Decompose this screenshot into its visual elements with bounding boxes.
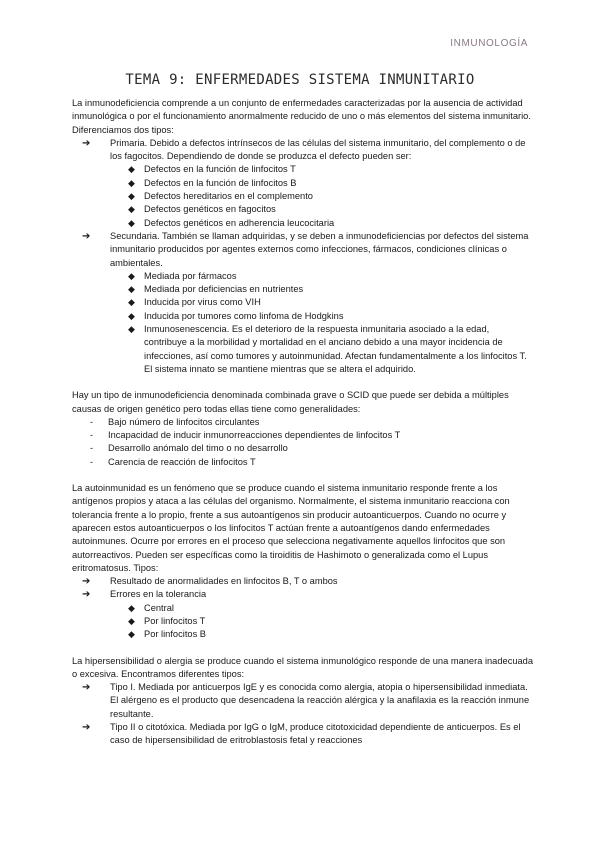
list-item	[72, 416, 534, 429]
list-item-text: Por linfocitos T	[144, 615, 206, 626]
arrow-bullet-icon: ➔	[82, 137, 91, 149]
list-item	[72, 442, 534, 455]
scid-list	[72, 416, 534, 469]
list-item	[72, 588, 534, 601]
list-item-primary	[72, 137, 534, 164]
list-item	[72, 575, 534, 588]
diamond-bullet-icon: ◆	[128, 324, 135, 335]
list-item-text: Defectos hereditarios en el complemento	[144, 191, 313, 202]
list-item-text: Inmunosenescencia. Es el deterioro de la respuesta inmunitaria asociado a la edad, contribuye a la morbilidad y mortalidad en el anciano debido a una mayor incidencia de infecciones, así como tumores y autoinmunidad. Afectan fundamentalmente a los linfocitos T. El sistema innato se mantiene mientras que se altera el adquirido.	[144, 324, 527, 374]
page-title: TEMA 9: ENFERMEDADES SISTEMA INMUNITARIO	[125, 72, 475, 88]
list-item-text: Defectos en la función de linfocitos T	[144, 164, 296, 175]
scid-paragraph: Hay un tipo de inmunodeficiencia denominada combinada grave o SCID que puede ser debida a múltiples causas de origen genético pero todas ellas tiene como generalidades:	[72, 390, 509, 414]
list-item	[72, 190, 534, 203]
list-item-text: Desarrollo anómalo del timo o no desarrollo	[108, 443, 288, 454]
list-item-text: Bajo número de linfocitos circulantes	[108, 416, 260, 427]
document-body	[72, 97, 534, 748]
list-item-text: Por linfocitos B	[144, 629, 207, 640]
list-item	[72, 177, 534, 190]
list-item	[72, 203, 534, 216]
list-item	[72, 310, 534, 323]
list-item-text: Central	[144, 602, 174, 613]
diamond-bullet-icon: ◆	[128, 204, 135, 215]
page-header-subject: INMUNOLOGÍA	[450, 38, 528, 49]
diamond-bullet-icon: ◆	[128, 629, 135, 640]
list-item	[72, 721, 534, 748]
list-item-text: Tipo II o citotóxica. Mediada por IgG o IgM, produce citotoxicidad dependiente de anticuerpos. Es el caso de hipersensibilidad de eritroblastosis fetal y reacciones	[110, 722, 521, 746]
list-item	[72, 628, 534, 641]
list-item	[72, 602, 534, 615]
list-item	[72, 429, 534, 442]
diamond-bullet-icon: ◆	[128, 284, 135, 295]
list-item	[72, 323, 534, 376]
hypersensitivity-list	[72, 681, 534, 747]
dash-bullet-icon: -	[90, 430, 94, 441]
diamond-bullet-icon: ◆	[128, 615, 135, 626]
list-item	[72, 163, 534, 176]
list-item-text: Mediada por deficiencias en nutrientes	[144, 284, 304, 295]
diamond-bullet-icon: ◆	[128, 217, 135, 228]
list-item-text: Defectos en la función de linfocitos B	[144, 177, 297, 188]
list-item	[72, 456, 534, 469]
diamond-bullet-icon: ◆	[128, 164, 135, 175]
arrow-bullet-icon: ➔	[82, 576, 91, 588]
list-item	[72, 681, 534, 721]
dash-bullet-icon: -	[90, 416, 94, 427]
primary-text: Primaria. Debido a defectos intrínsecos de las células del sistema inmunitario, del complemento o de los fagocitos. Dependiendo de donde se produzca el defecto pueden ser:	[110, 137, 526, 162]
list-item	[72, 296, 534, 309]
list-item-text: Defectos genéticos en fagocitos	[144, 204, 276, 215]
list-item-text: Errores en la tolerancia	[110, 589, 207, 600]
diamond-bullet-icon: ◆	[128, 191, 135, 202]
arrow-bullet-icon: ➔	[82, 722, 91, 734]
arrow-bullet-icon: ➔	[82, 682, 91, 694]
dash-bullet-icon: -	[90, 443, 94, 454]
list-item	[72, 283, 534, 296]
diamond-bullet-icon: ◆	[128, 297, 135, 308]
list-item	[72, 615, 534, 628]
hypersensitivity-paragraph: La hipersensibilidad o alergia se produce cuando el sistema inmunológico responde de una manera inadecuada o excesiva. Encontramos diferentes tipos:	[72, 655, 534, 679]
deficiency-types-list	[72, 137, 534, 376]
list-item-secondary	[72, 230, 534, 270]
list-item	[72, 270, 534, 283]
intro-paragraph: La inmunodeficiencia comprende a un conjunto de enfermedades caracterizadas por la ausencia de actividad inmunológica o por el funcionamiento anormalmente reducido de uno o más elementos del sistema inmunitario. Diferenciamos dos tipos:	[72, 98, 531, 135]
diamond-bullet-icon: ◆	[128, 177, 135, 188]
diamond-bullet-icon: ◆	[128, 310, 135, 321]
arrow-bullet-icon: ➔	[82, 230, 91, 242]
list-item-text: Carencia de reacción de linfocitos T	[108, 456, 256, 467]
list-item-text: Inducida por virus como VIH	[144, 297, 261, 308]
list-item-text: Mediada por fármacos	[144, 270, 237, 281]
autoimmunity-list	[72, 575, 534, 641]
list-item-text: Resultado de anormalidades en linfocitos B, T o ambos	[110, 576, 338, 587]
diamond-bullet-icon: ◆	[128, 602, 135, 613]
diamond-bullet-icon: ◆	[128, 270, 135, 281]
dash-bullet-icon: -	[90, 456, 94, 467]
autoimmunity-paragraph: La autoinmunidad es un fenómeno que se produce cuando el sistema inmunitario responde frente a los antígenos propios y ataca a las células del organismo. Normalmente, el sistema inmunitario reacciona con tolerancia frente a lo propio, frente a sus autoantígenos sin producir autoanticuerpos. Cuando no ocurre y aparecen estos autoanticuerpos o los linfocitos T actúan frente a autoantígenos dando enfermedades autoinmunes. Ocurre por errores en el proceso que selecciona negativamente aquellos linfocitos que son autorreactivos. Pueden ser específicas como la tiroiditis de Hashimoto o generalizada como el Lupus eritromatosus. Tipos:	[72, 483, 510, 573]
list-item-text: Defectos genéticos en adherencia leucocitaria	[144, 217, 335, 228]
list-item-text: Tipo I. Mediada por anticuerpos IgE y es conocida como alergia, atopia o hipersensibilidad inmediata. El alérgeno es el producto que desencadena la reacción alérgica y la anafilaxia es la reacción inmune resultante.	[110, 682, 530, 719]
arrow-bullet-icon: ➔	[82, 589, 91, 601]
list-item	[72, 217, 534, 230]
list-item-text: Incapacidad de inducir inmunorreacciones dependientes de linfocitos T	[108, 430, 401, 441]
list-item-text: Inducida por tumores como linfoma de Hodgkins	[144, 310, 344, 321]
secondary-text: Secundaria. También se llaman adquiridas, y se deben a inmunodeficiencias por defectos del sistema inmunitario producidos por agentes externos como infecciones, fármacos, condiciones clínicas o ambientales.	[110, 230, 529, 268]
